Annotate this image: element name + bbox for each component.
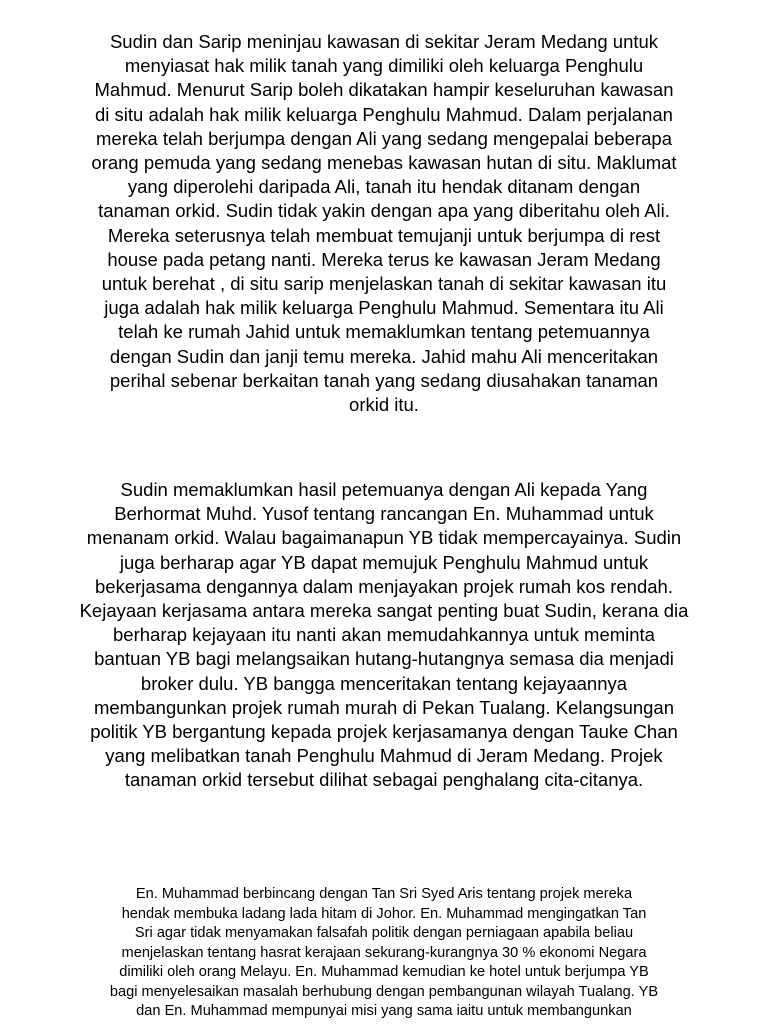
paragraph-2: Sudin memaklumkan hasil petemuanya dengan Ali kepada Yang Berhormat Muhd. Yusof tentang rancangan En. Muhammad untuk menanam orkid. Walau bagaimanapun YB tidak mempercayainya. Sudin juga berharap agar YB dapat memujuk Penghulu Mahmud untuk bekerjasama dengannya dalam menjayakan projek rumah kos rendah. Kejayaan kerjasama antara mereka sangat penting buat Sudin, kerana dia berharap kejayaan itu nanti akan memudahkannya untuk meminta bantuan YB bagi melangsaikan hutang-hutangnya semasa dia menjadi broker dulu. YB bangga menceritakan tentang kejayaannya membangunkan projek rumah murah di Pekan Tualang. Kelangsungan politik YB bergantung kepada projek kerjasamanya dengan Tauke Chan yang melibatkan tanah Penghulu Mahmud di Jeram Medang. Projek tanaman orkid tersebut dilihat sebagai penghalang cita-citanya. bbox=[79, 479, 689, 791]
paragraph-3: En. Muhammad berbincang dengan Tan Sri Syed Aris tentang projek mereka hendak membuka ladang lada hitam di Johor. En. Muhammad mengingatkan Tan Sri agar tidak menyamakan falsafah politik dengan perniagaan apabila beliau menjelaskan tentang hasrat kerajaan sekurang-kurangnya 30 % ekonomi Negara dimiliki oleh orang Melayu. En. Muhammad kemudian ke hotel untuk berjumpa YB bagi menyelesaikan masalah berhubung dengan pembangunan wilayah Tualang. YB dan En. Muhammad mempunyai misi yang sama iaitu untuk membangunkan bbox=[109, 886, 659, 1019]
paragraph-1: Sudin dan Sarip meninjau kawasan di sekitar Jeram Medang untuk menyiasat hak milik tanah yang dimiliki oleh keluarga Penghulu Mahmud. Menurut Sarip boleh dikatakan hampir keseluruhan kawasan di situ adalah hak milik keluarga Penghulu Mahmud. Dalam perjalanan mereka telah berjumpa dengan Ali yang sedang mengepalai beberapa orang pemuda yang sedang menebas kawasan hutan di situ. Maklumat yang diperolehi daripada Ali, tanah itu hendak ditanam dengan tanaman orkid. Sudin tidak yakin dengan apa yang diberitahu oleh Ali. Mereka seterusnya telah membuat temujanji untuk berjumpa di rest house pada petang nanti. Mereka terus ke kawasan Jeram Medang untuk berehat , di situ sarip menjelaskan tanah di sekitar kawasan itu juga adalah hak milik keluarga Penghulu Mahmud. Sementara itu Ali telah ke rumah Jahid untuk memaklumkan tentang petemuannya dengan Sudin dan janji temu mereka. Jahid mahu Ali menceritakan perihal sebenar berkaitan tanah yang sedang diusahakan tanaman orkid itu. bbox=[91, 31, 677, 416]
